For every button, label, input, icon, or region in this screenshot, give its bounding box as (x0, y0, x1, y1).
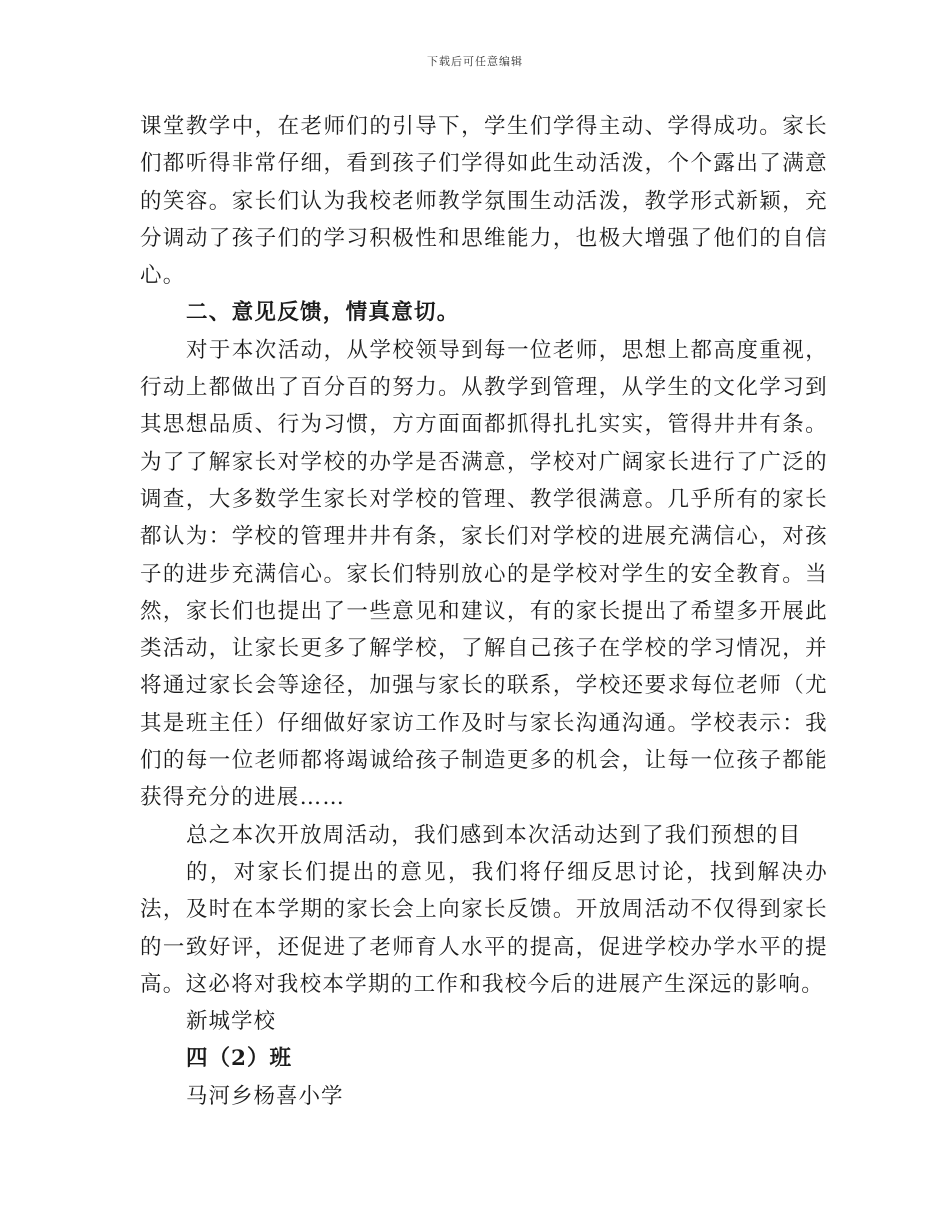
paragraph-summary: 的，对家长们提出的意见，我们将仔细反思讨论，找到解决办法，及时在本学期的家长会上向家长反馈。开放周活动不仅得到家长的一致好评，还促进了老师育人水平的提高，促进学校办学水平的提高。这必将对我校本学期的工作和我校今后的进展产生深远的影响。 (140, 859, 828, 997)
document-body (140, 108, 828, 1115)
paragraph-classroom: 课堂教学中，在老师们的引导下，学生们学得主动、学得成功。家长们都听得非常仔细，看到孩子们学得如此生动活泼，个个露出了满意的笑容。家长们认为我校老师教学氛围生动活泼，教学形式新颖，充分调动了孩子们的学习积极性和思维能力，也极大增强了他们的自信心。 (140, 114, 828, 289)
signature-primary-school: 马河乡杨喜小学 (186, 1083, 344, 1109)
signature-class: 四（2）班 (186, 1046, 292, 1072)
signature-school: 新城学校 (186, 1009, 277, 1035)
paragraph-feedback: 对于本次活动，从学校领导到每一位老师，思想上都高度重视，行动上都做出了百分百的努力。从教学到管理，从学生的文化学习到其思想品质、行为习惯，方方面面都抓得扎扎实实，管得井井有条。为了了解家长对学校的办学是否满意，学校对广阔家长进行了广泛的调查，大多数学生家长对学校的管理、教学很满意。几乎所有的家长都认为：学校的管理井井有条，家长们对学校的进展充满信心，对孩子的进步充满信心。家长们特别放心的是学校对学生的安全教育。当然，家长们也提出了一些意见和建议，有的家长提出了希望多开展此类活动，让家长更多了解学校，了解自己孩子在学校的学习情况，并将通过家长会等途径，加强与家长的联系，学校还要求每位老师（尤其是班主任）仔细做好家访工作及时与家长沟通沟通。学校表示：我们的每一位老师都将竭诚给孩子制造更多的机会，让每一位孩子都能获得充分的进展…… (140, 337, 828, 811)
section-heading-feedback: 二、意见反馈，情真意切。 (186, 300, 460, 326)
page-header: 下载后可任意编辑 (427, 55, 523, 68)
paragraph-summary-start: 总之本次开放周活动，我们感到本次活动达到了我们预想的目 (186, 822, 802, 848)
